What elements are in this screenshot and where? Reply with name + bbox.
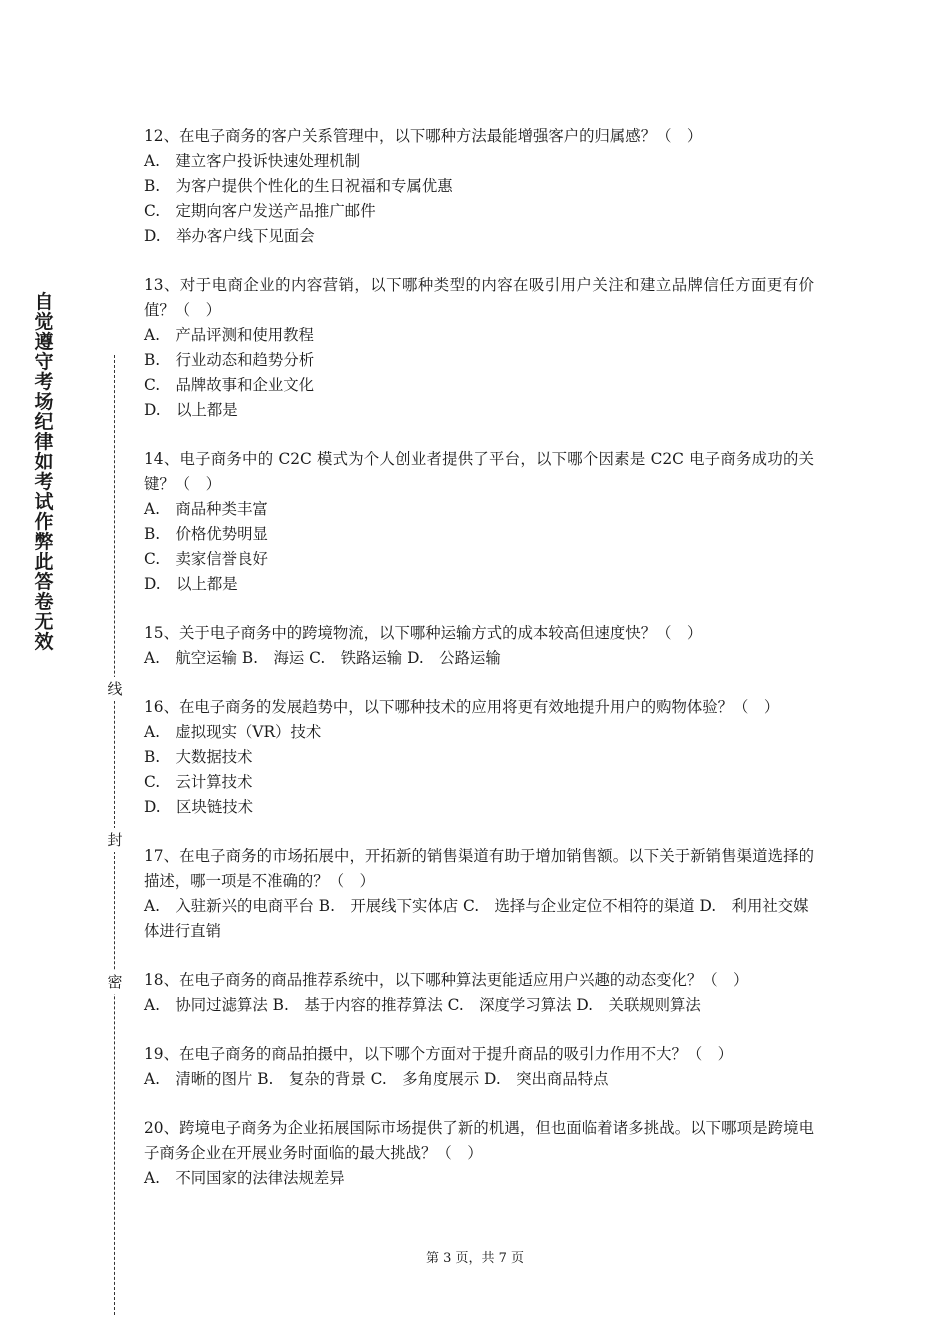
option-d: D. 区块链技术 — [144, 798, 254, 816]
question-text: 15、关于电子商务中的跨境物流，以下哪种运输方式的成本较高但速度快？（ ） — [144, 624, 703, 642]
question-15 — [144, 621, 814, 671]
question-14 — [144, 447, 814, 597]
binding-mark-mi: 密 — [103, 970, 127, 994]
option-b: B. 价格优势明显 — [144, 525, 268, 543]
option-b: B. 为客户提供个性化的生日祝福和专属优惠 — [144, 177, 453, 195]
option-a: A. 产品评测和使用教程 — [144, 326, 314, 344]
question-text: 13、对于电商企业的内容营销，以下哪种类型的内容在吸引用户关注和建立品牌信任方面更有价值？（ ） — [144, 276, 814, 319]
option-b: B. 行业动态和趋势分析 — [144, 351, 315, 369]
question-13 — [144, 273, 814, 423]
options-inline: A. 清晰的图片 B. 复杂的背景 C. 多角度展示 D. 突出商品特点 — [144, 1070, 609, 1088]
option-c: C. 定期向客户发送产品推广邮件 — [144, 202, 376, 220]
option-d: D. 以上都是 — [144, 575, 238, 593]
option-d: D. 举办客户线下见面会 — [144, 227, 315, 245]
question-text: 18、在电子商务的商品推荐系统中，以下哪种算法更能适应用户兴趣的动态变化？（ ） — [144, 971, 749, 989]
option-c: C. 卖家信誉良好 — [144, 550, 268, 568]
options-inline: A. 入驻新兴的电商平台 B. 开展线下实体店 C. 选择与企业定位不相符的渠道 D. 利用社交媒体进行直销 — [144, 897, 809, 940]
binding-mark-feng: 封 — [103, 828, 127, 852]
question-text: 19、在电子商务的商品拍摄中，以下哪个方面对于提升商品的吸引力作用不大？（ ） — [144, 1045, 734, 1063]
options-inline: A. 航空运输 B. 海运 C. 铁路运输 D. 公路运输 — [144, 649, 501, 667]
option-a: A. 建立客户投诉快速处理机制 — [144, 152, 361, 170]
page-number: 第 3 页，共 7 页 — [425, 1251, 525, 1266]
binding-mark-xian: 线 — [103, 677, 127, 701]
question-text: 16、在电子商务的发展趋势中，以下哪种技术的应用将更有效地提升用户的购物体验？（ ） — [144, 698, 780, 716]
exam-discipline-notice: 自觉遵守考场纪律如考试作弊此答卷无效 — [34, 291, 54, 653]
option-a: A. 商品种类丰富 — [144, 500, 268, 518]
question-text: 14、电子商务中的 C2C 模式为个人创业者提供了平台，以下哪个因素是 C2C 电子商务成功的关键？（ ） — [144, 450, 814, 493]
option-c: C. 云计算技术 — [144, 773, 253, 791]
question-19 — [144, 1042, 814, 1092]
option-c: C. 品牌故事和企业文化 — [144, 376, 315, 394]
question-text: 20、跨境电子商务为企业拓展国际市场提供了新的机遇，但也面临着诸多挑战。以下哪项是跨境电子商务企业在开展业务时面临的最大挑战？（ ） — [144, 1119, 814, 1162]
question-12 — [144, 124, 814, 249]
options-inline: A. 协同过滤算法 B. 基于内容的推荐算法 C. 深度学习算法 D. 关联规则算法 — [144, 996, 701, 1014]
question-18 — [144, 968, 814, 1018]
question-17 — [144, 844, 814, 944]
option-d: D. 以上都是 — [144, 401, 238, 419]
question-16 — [144, 695, 814, 820]
option-a: A. 虚拟现实（VR）技术 — [144, 723, 322, 741]
question-text: 12、在电子商务的客户关系管理中，以下哪种方法最能增强客户的归属感？（ ） — [144, 127, 703, 145]
option-a: A. 不同国家的法律法规差异 — [144, 1169, 345, 1187]
question-20 — [144, 1116, 814, 1191]
question-list — [144, 124, 814, 1215]
option-b: B. 大数据技术 — [144, 748, 253, 766]
question-text: 17、在电子商务的市场拓展中，开拓新的销售渠道有助于增加销售额。以下关于新销售渠道选择的描述，哪一项是不准确的？（ ） — [144, 847, 814, 890]
